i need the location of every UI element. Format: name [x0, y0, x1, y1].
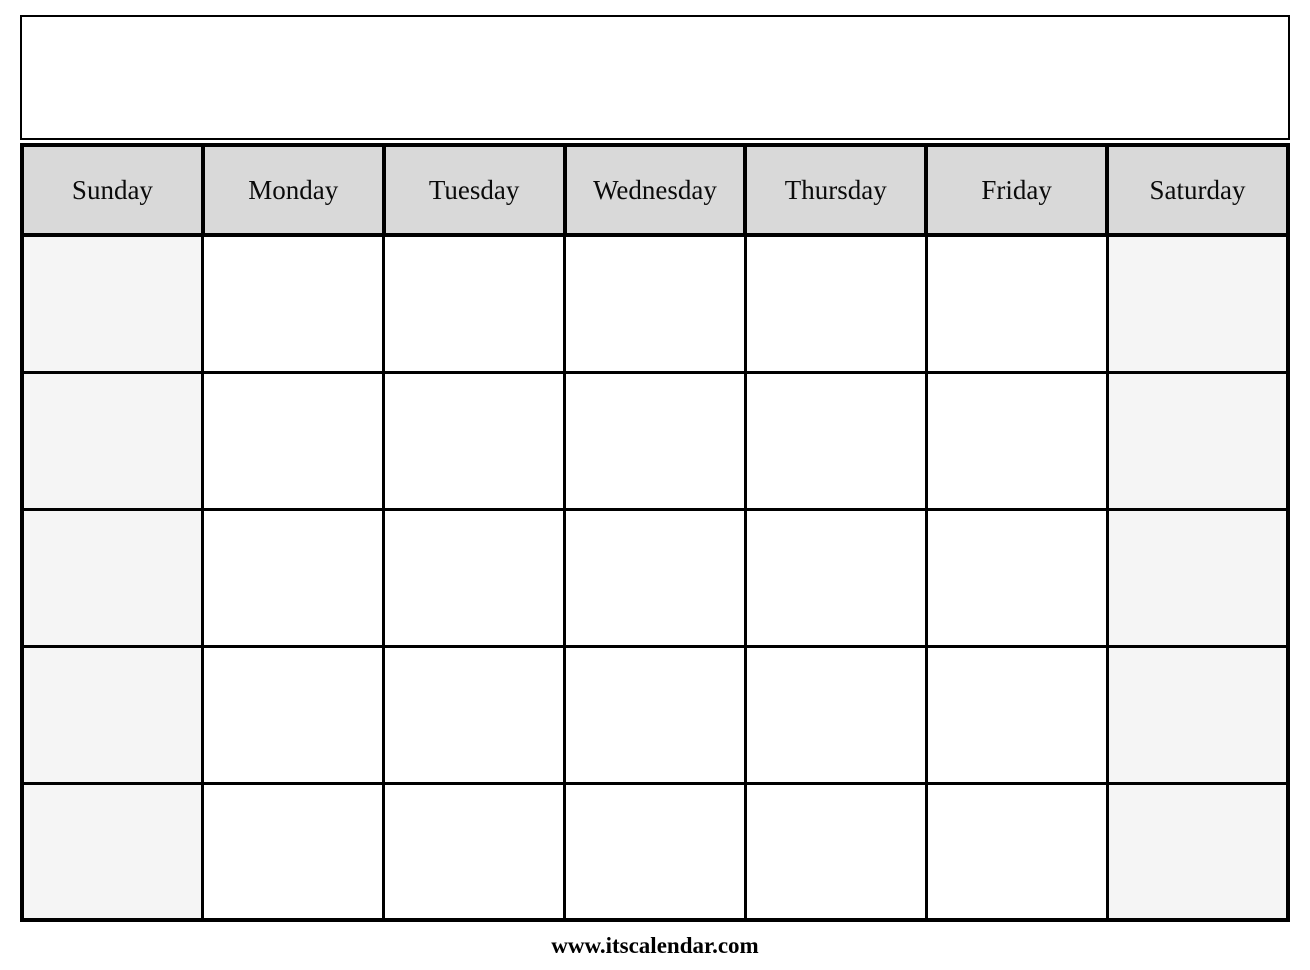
calendar-cell[interactable]	[384, 235, 565, 372]
calendar-cell[interactable]	[745, 509, 926, 646]
day-header-wednesday: Wednesday	[565, 145, 746, 235]
calendar-cell[interactable]	[384, 372, 565, 509]
calendar-cell[interactable]	[565, 235, 746, 372]
day-header-monday: Monday	[203, 145, 384, 235]
calendar-cell[interactable]	[22, 646, 203, 783]
calendar-table	[20, 143, 1290, 922]
calendar-cell[interactable]	[384, 783, 565, 920]
calendar-cell[interactable]	[745, 783, 926, 920]
calendar-week-row	[22, 646, 1288, 783]
calendar-cell[interactable]	[1107, 646, 1288, 783]
calendar-week-row	[22, 783, 1288, 920]
day-header-tuesday: Tuesday	[384, 145, 565, 235]
calendar-cell[interactable]	[745, 235, 926, 372]
calendar-cell[interactable]	[926, 235, 1107, 372]
calendar-body	[22, 235, 1288, 920]
day-header-thursday: Thursday	[745, 145, 926, 235]
calendar-cell[interactable]	[22, 783, 203, 920]
calendar-cell[interactable]	[203, 372, 384, 509]
calendar-cell[interactable]	[926, 783, 1107, 920]
calendar-cell[interactable]	[565, 646, 746, 783]
day-header-friday: Friday	[926, 145, 1107, 235]
calendar-cell[interactable]	[926, 372, 1107, 509]
calendar-cell[interactable]	[203, 646, 384, 783]
day-header-saturday: Saturday	[1107, 145, 1288, 235]
calendar-cell[interactable]	[203, 509, 384, 646]
calendar-cell[interactable]	[22, 235, 203, 372]
calendar-cell[interactable]	[745, 372, 926, 509]
calendar-cell[interactable]	[22, 509, 203, 646]
calendar-cell[interactable]	[926, 646, 1107, 783]
calendar-cell[interactable]	[384, 646, 565, 783]
calendar-cell[interactable]	[926, 509, 1107, 646]
calendar-cell[interactable]	[1107, 509, 1288, 646]
day-header-sunday: Sunday	[22, 145, 203, 235]
calendar-cell[interactable]	[1107, 783, 1288, 920]
calendar-cell[interactable]	[384, 509, 565, 646]
month-title-box[interactable]	[20, 15, 1290, 140]
calendar-cell[interactable]	[203, 783, 384, 920]
calendar-week-row	[22, 509, 1288, 646]
calendar-cell[interactable]	[22, 372, 203, 509]
calendar-cell[interactable]	[565, 372, 746, 509]
calendar-cell[interactable]	[745, 646, 926, 783]
calendar-cell[interactable]	[1107, 235, 1288, 372]
day-header-row	[22, 145, 1288, 235]
calendar-week-row	[22, 372, 1288, 509]
calendar-cell[interactable]	[565, 783, 746, 920]
calendar-cell[interactable]	[203, 235, 384, 372]
calendar-week-row	[22, 235, 1288, 372]
calendar-cell[interactable]	[565, 509, 746, 646]
calendar-cell[interactable]	[1107, 372, 1288, 509]
website-url: www.itscalendar.com	[551, 933, 759, 958]
